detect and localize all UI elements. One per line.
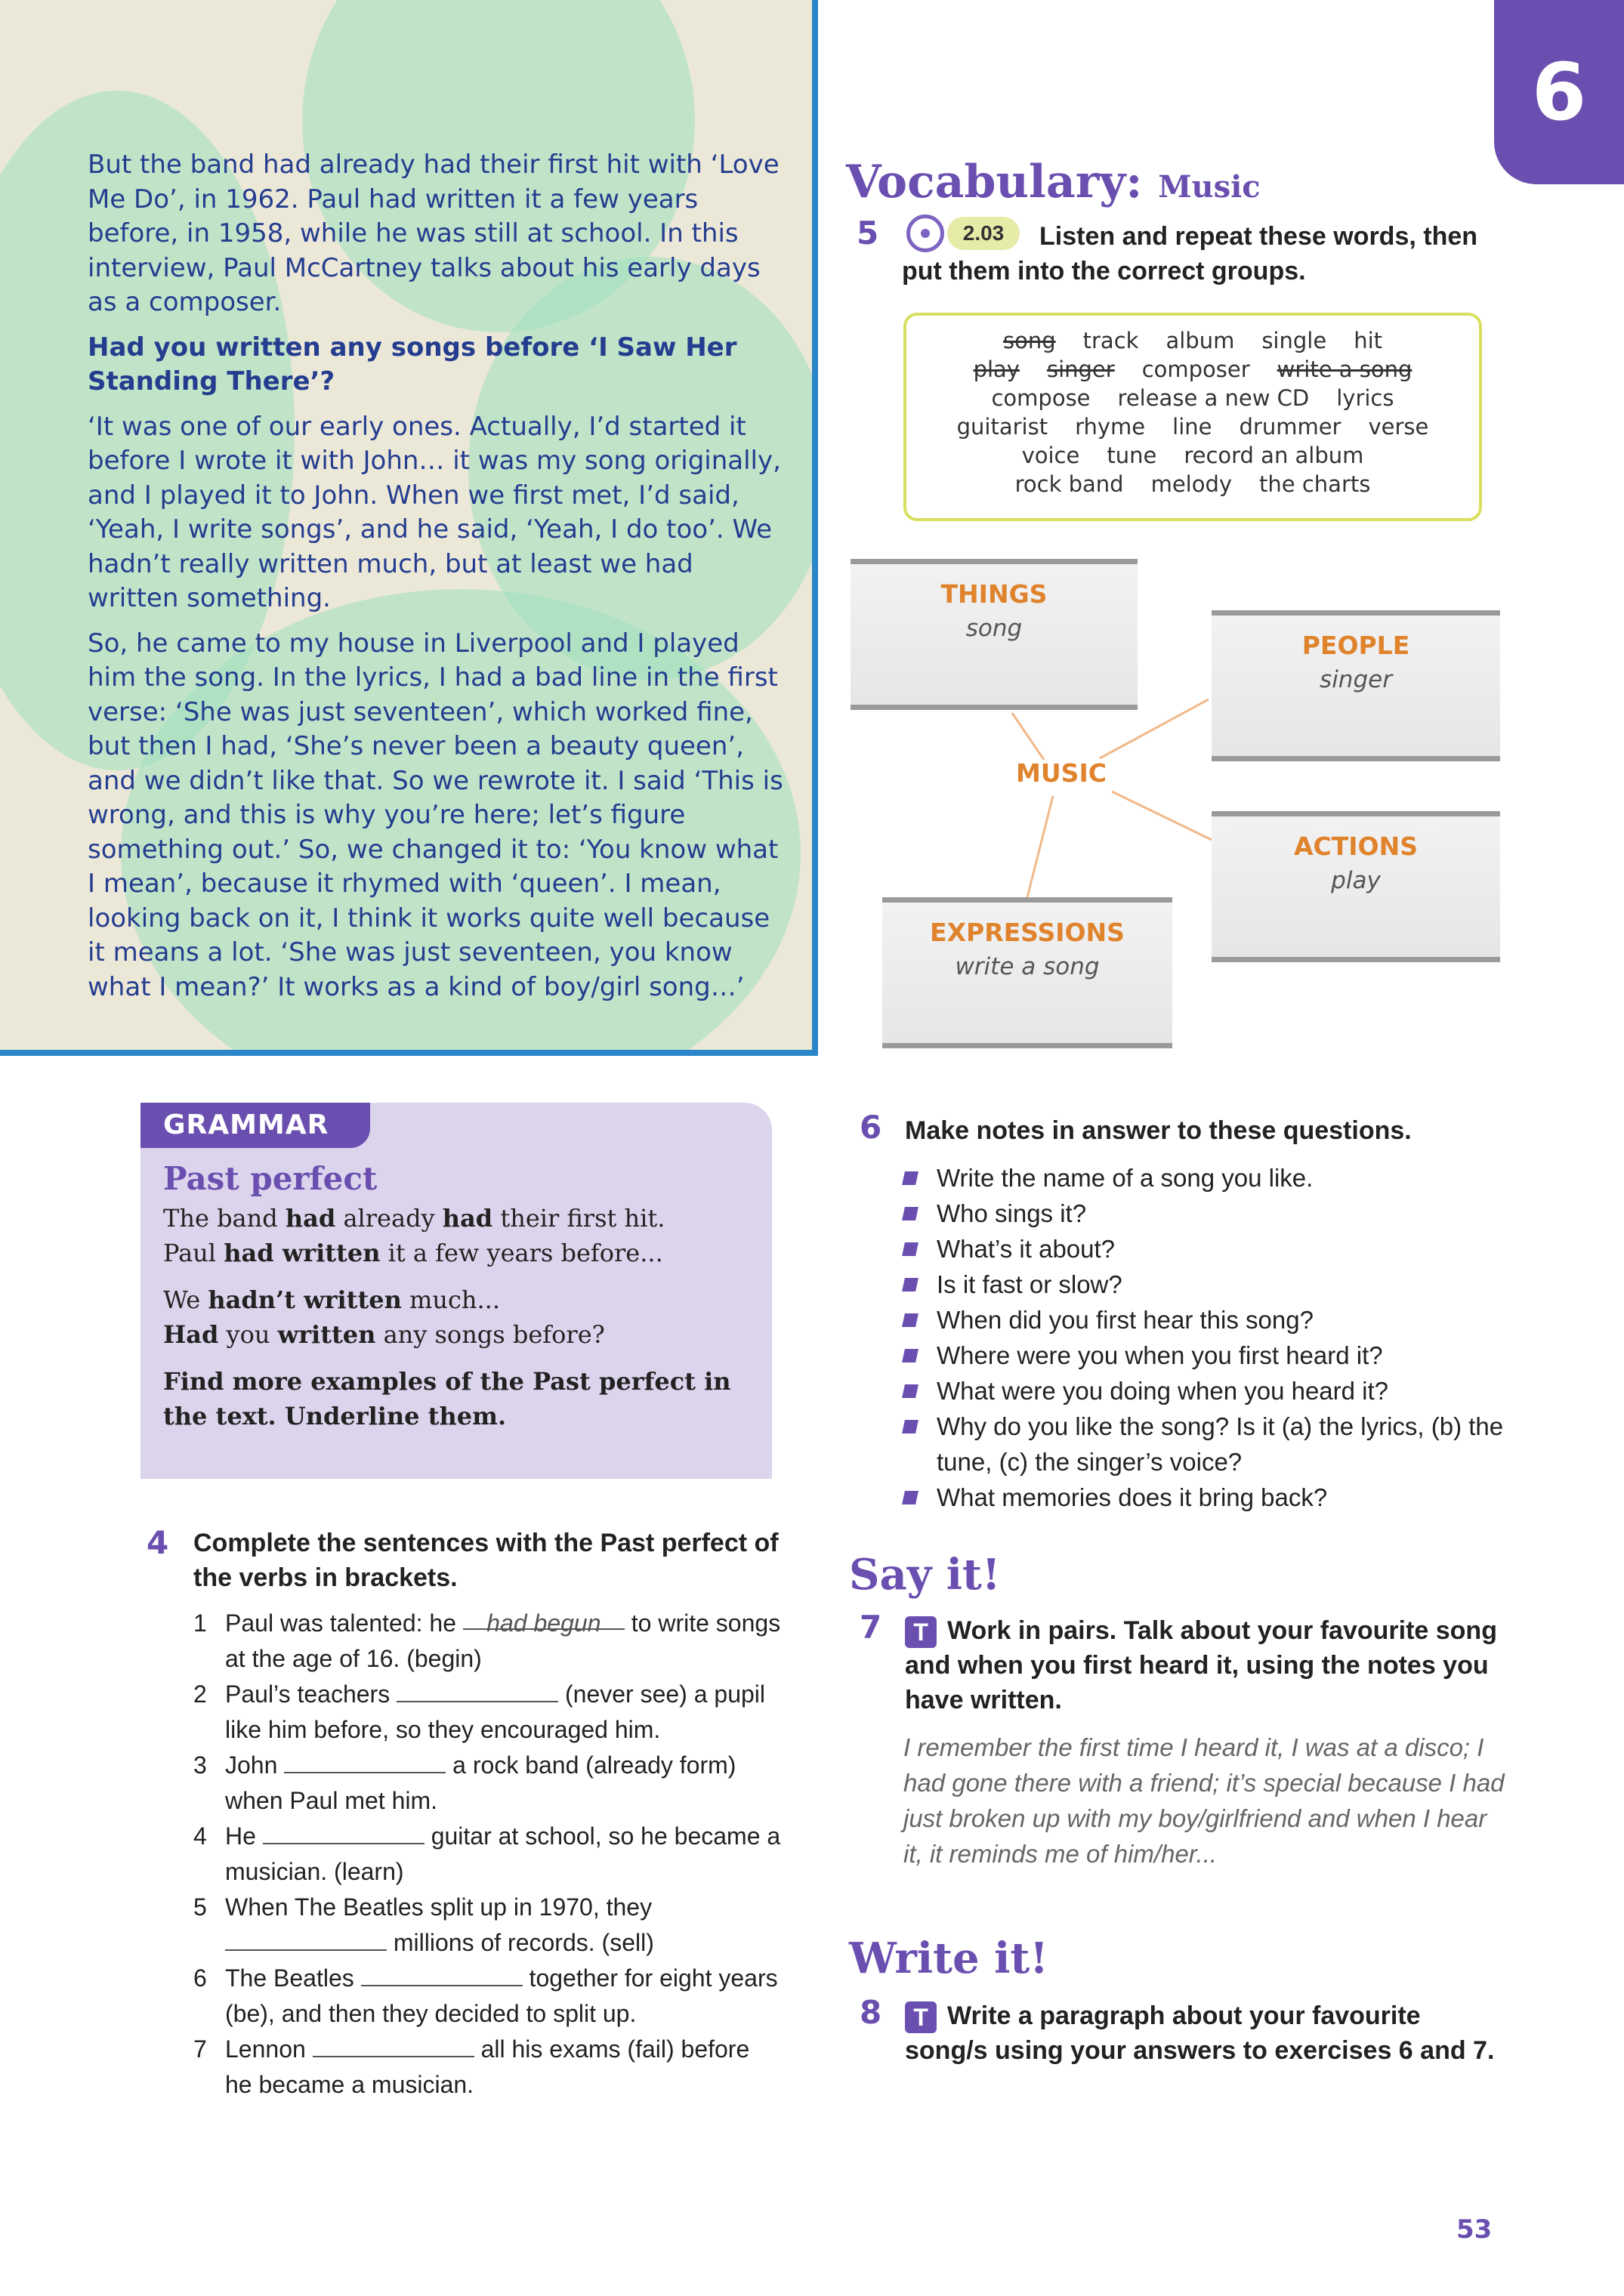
answer-blank[interactable]: [361, 1962, 523, 1986]
item-text-after: together for eight years (be), and then they decided to split up.: [225, 1964, 778, 2027]
exercise-4-instruction: Complete the sentences with the Past perfect of the verbs in brackets.: [193, 1529, 779, 1592]
page-number: 53: [1456, 2214, 1493, 2245]
vocab-word: verse: [1368, 414, 1429, 440]
item-text: [225, 2032, 783, 2103]
exercise-5-instruction: Listen and repeat these words, then put them into the correct groups.: [902, 222, 1478, 285]
question-item: Where were you when you first heard it?: [903, 1338, 1523, 1373]
grammar-verb: had written: [224, 1239, 381, 1267]
interview-question: Had you written any songs before ‘I Saw Her Standing There’?: [88, 332, 737, 397]
vocab-word: line: [1172, 414, 1212, 440]
exercise-7-number: 7: [860, 1609, 882, 1646]
vocab-word: the charts: [1259, 471, 1371, 497]
vocab-word: hit: [1354, 328, 1382, 353]
grammar-text: it a few years before...: [380, 1239, 663, 1267]
grammar-example: [163, 1239, 663, 1267]
grammar-text: The band: [163, 1204, 286, 1233]
exercise-8-instruction-text: Write a paragraph about your favourite song/s using your answers to exercises 6 and 7.: [905, 2001, 1495, 2066]
grammar-example: [163, 1285, 500, 1314]
item-text: [225, 1819, 783, 1890]
item-text-after: guitar at school, so he became a musician. (learn): [225, 1822, 781, 1885]
exercise-7-instruction-text: Work in pairs. Talk about your favourite song and when you first heard it, using the notes you have written.: [905, 1616, 1497, 1715]
mind-map-people: [1212, 610, 1500, 761]
exercise-7-instruction: [905, 1613, 1509, 1717]
item-text-before: John: [225, 1751, 285, 1779]
grammar-example: [163, 1320, 605, 1349]
actions-example: play: [1331, 867, 1381, 894]
grammar-title: Past perfect: [163, 1160, 378, 1197]
actions-label: ACTIONS: [1294, 832, 1418, 861]
grammar-text: much...: [401, 1285, 501, 1314]
question-item: What’s it about?: [903, 1231, 1523, 1267]
item-text-before: He: [225, 1822, 263, 1850]
item-text: [225, 1677, 783, 1748]
grammar-examples-b: [163, 1282, 752, 1352]
item-number: 6: [193, 1964, 207, 1992]
vocab-word: release a new CD: [1117, 385, 1310, 411]
item-text-after: to write songs at the age of 16. (begin): [225, 1609, 781, 1672]
answer-blank[interactable]: [225, 1927, 387, 1951]
item-text-after: a rock band (already form) when Paul met him.: [225, 1751, 736, 1814]
exercise-4-item: [193, 2032, 783, 2103]
exercise-4-item: [193, 1677, 783, 1748]
vocab-word: tune: [1107, 443, 1157, 468]
answer-blank[interactable]: [397, 1678, 558, 1702]
vocab-word: write a song: [1277, 356, 1413, 382]
reading-paragraph: So, he came to my house in Liverpool and I played him the song. In the lyrics, I had a bad line in the first verse: ‘She was just seventeen’, which worked fine, but then I had, ‘She’s never been a beauty queen’, and we didn’t like that. So we rewrote it. I said ‘This is wrong, and this is why you’re here; let’s figure something out.’ So, we changed it to: ‘You know what I mean’, because it rhymed with ‘queen’. I mean, looking back on it, I think it works quite well because it means a lot. ‘She was just seventeen, you know what I mean?’ It works as a kind of boy/girl song…’: [88, 628, 783, 1002]
exercise-4-item: [193, 1606, 783, 1677]
grammar-verb: Had: [163, 1320, 219, 1349]
exercise-8-number: 8: [860, 1994, 882, 2031]
write-it-heading: Write it!: [849, 1933, 1048, 1983]
grammar-verb: had: [285, 1204, 336, 1233]
audio-track-badge[interactable]: 2.03: [947, 217, 1020, 250]
exercise-4-list: [193, 1606, 783, 2103]
question-item: Write the name of a song you like.: [903, 1160, 1523, 1196]
exercise-4-item: [193, 1890, 783, 1961]
question-item: Why do you like the song? Is it (a) the lyrics, (b) the tune, (c) the singer’s voice?: [903, 1409, 1523, 1480]
item-text-after: millions of records. (sell): [387, 1929, 654, 1956]
item-number: 3: [193, 1751, 207, 1779]
grammar-verb: hadn’t written: [208, 1285, 402, 1314]
item-number: 5: [193, 1893, 207, 1921]
grammar-text: We: [163, 1285, 208, 1314]
vocab-word: singer: [1046, 356, 1115, 382]
grammar-text: you: [218, 1320, 278, 1349]
item-text-after: (never see) a pupil like him before, so they encouraged him.: [225, 1680, 766, 1743]
answer-blank[interactable]: [263, 1820, 425, 1844]
item-number: 1: [193, 1609, 207, 1637]
people-example: singer: [1320, 666, 1392, 693]
grammar-examples-a: [163, 1201, 752, 1270]
say-it-model-answer: I remember the first time I heard it, I was at a disco; I had gone there with a friend; it’s special because I had just broken up with my boy/girlfriend and when I hear it, it reminds me of him/her...: [903, 1733, 1505, 1868]
vocab-word: drummer: [1239, 414, 1341, 440]
vocab-word: rock band: [1014, 471, 1124, 497]
exercise-6-questions: [903, 1160, 1523, 1515]
things-label: THINGS: [940, 579, 1048, 609]
vocab-word: rhyme: [1075, 414, 1146, 440]
vocab-word: song: [1003, 328, 1056, 353]
exercise-5-number: 5: [857, 214, 879, 252]
mind-map-center: MUSIC: [1016, 758, 1107, 788]
item-text: [225, 1606, 783, 1677]
vocab-word: album: [1166, 328, 1235, 353]
vocabulary-title: Vocabulary:: [846, 156, 1143, 208]
vocab-word: lyrics: [1336, 385, 1394, 411]
item-text-before: Paul’s teachers: [225, 1680, 397, 1708]
grammar-text: any songs before?: [375, 1320, 605, 1349]
vocab-word: melody: [1150, 471, 1233, 497]
grammar-verb: had: [442, 1204, 493, 1233]
answer-blank[interactable]: had begun: [463, 1606, 625, 1630]
connector-things: [1012, 713, 1044, 760]
teacher-t-badge: T: [905, 2001, 937, 2033]
item-text-before: Paul was talented: he: [225, 1609, 463, 1637]
mind-map-things: [851, 559, 1138, 710]
answer-blank[interactable]: [313, 2033, 474, 2057]
exercise-4-item: [193, 1748, 783, 1819]
vocab-word: record an album: [1184, 443, 1364, 468]
teacher-t-badge: T: [905, 1616, 937, 1648]
exercise-8-instruction: [905, 1998, 1509, 2068]
exercise-4-item: [193, 1819, 783, 1890]
vocab-word: play: [973, 356, 1020, 382]
grammar-label: GRAMMAR: [140, 1103, 370, 1148]
vocab-word: compose: [991, 385, 1091, 411]
item-text: [225, 1890, 783, 1961]
grammar-text: their first hit.: [492, 1204, 665, 1233]
unit-tab: 6: [1494, 0, 1624, 184]
vocabulary-subtitle: Music: [1158, 169, 1261, 205]
grammar-example: [163, 1204, 665, 1233]
connector-actions: [1112, 792, 1212, 840]
vocab-word: voice: [1021, 443, 1080, 468]
item-text: [225, 1748, 783, 1819]
reading-paragraph: ‘It was one of our early ones. Actually, I’d started it before I wrote it with John… it was my song originally, and I played it to John. When we first met, I’d said, ‘Yeah, I write songs’, and he said, ‘Yeah, I do too’. We hadn’t really written much, but at least we had written something.: [88, 411, 781, 613]
exercise-6-number: 6: [860, 1109, 882, 1146]
question-item: Is it fast or slow?: [903, 1267, 1523, 1302]
question-item: What memories does it bring back?: [903, 1480, 1523, 1515]
vocab-word: guitarist: [956, 414, 1048, 440]
connector-expressions: [1027, 796, 1053, 897]
exercise-6-instruction: Make notes in answer to these questions.: [905, 1116, 1412, 1145]
people-label: PEOPLE: [1301, 631, 1410, 660]
expressions-example: write a song: [955, 953, 1100, 980]
grammar-task: Find more examples of the Past perfect in the text. Underline them.: [163, 1367, 731, 1430]
item-text-before: The Beatles: [225, 1964, 361, 1992]
item-number: 2: [193, 1680, 207, 1708]
exercise-4-item: [193, 1961, 783, 2032]
vocab-word: track: [1082, 328, 1139, 353]
expressions-label: EXPRESSIONS: [930, 918, 1125, 947]
question-item: Who sings it?: [903, 1196, 1523, 1231]
grammar-text: Paul: [163, 1239, 224, 1267]
item-number: 4: [193, 1822, 207, 1850]
answer-blank[interactable]: [284, 1749, 446, 1773]
mind-map-actions: [1212, 811, 1500, 962]
grammar-text: already: [335, 1204, 443, 1233]
item-number: 7: [193, 2035, 207, 2063]
grammar-verb: written: [277, 1320, 376, 1349]
grammar-body: [163, 1162, 752, 1446]
exercise-4-number: 4: [147, 1524, 169, 1561]
mind-map-expressions: [882, 897, 1172, 1048]
reading-paragraph: But the band had already had their first hit with ‘Love Me Do’, in 1962. Paul had written it a few years before, in 1958, while he was still at school. In this interview, Paul McCartney talks about his early days as a composer.: [88, 150, 780, 317]
say-it-heading: Say it!: [849, 1550, 1001, 1600]
vocab-word: composer: [1141, 356, 1250, 382]
item-text-after: all his exams (fail) before he became a musician.: [225, 2035, 750, 2098]
things-example: song: [965, 615, 1023, 642]
vocab-word: single: [1261, 328, 1327, 353]
question-item: What were you doing when you heard it?: [903, 1373, 1523, 1409]
item-text-before: Lennon: [225, 2035, 313, 2063]
question-item: When did you first hear this song?: [903, 1302, 1523, 1338]
item-text: [225, 1961, 783, 2032]
item-text-before: When The Beatles split up in 1970, they: [225, 1893, 653, 1921]
